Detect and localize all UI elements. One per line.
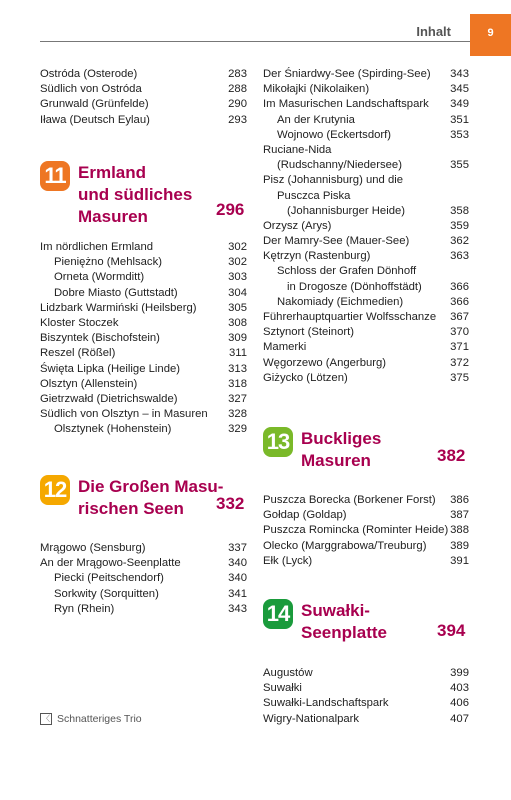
chapter-14-badge: 14 <box>263 599 293 629</box>
toc-entry-title: Lidzbark Warmiński (Heilsberg) <box>40 301 197 314</box>
toc-entry-title: Puszcza Romincka (Rominter Heide) <box>263 524 449 537</box>
toc-entry-title: An der Mrągowo-Seenplatte <box>40 557 181 570</box>
toc-entry-page: 340 <box>228 572 247 585</box>
toc-entry-page: 351 <box>450 113 469 126</box>
toc-entry[interactable] <box>40 67 247 82</box>
toc-left-top <box>40 67 247 128</box>
toc-entry-title: Kloster Stoczek <box>40 316 119 329</box>
toc-entry[interactable] <box>40 362 247 377</box>
toc-entry-title: in Drogosze (Dönhoffstädt) <box>287 280 422 293</box>
toc-entry-page: 288 <box>228 83 247 96</box>
toc-entry[interactable] <box>263 67 469 82</box>
toc-entry-title: Puszcza Borecka (Borkener Forst) <box>263 494 436 506</box>
toc-entry[interactable] <box>263 340 469 355</box>
toc-chapter-12 <box>40 541 247 617</box>
toc-entry-page: 403 <box>450 682 469 695</box>
toc-entry[interactable] <box>263 493 469 508</box>
toc-entry[interactable] <box>40 602 247 617</box>
toc-entry-page: 311 <box>228 347 247 360</box>
toc-entry-title: Mrągowo (Sensburg) <box>40 542 146 554</box>
toc-entry-title: Der Śniardwy-See (Spirding-See) <box>263 68 431 80</box>
toc-entry[interactable] <box>263 523 469 538</box>
footer-label: Schnatteriges Trio <box>57 713 142 725</box>
toc-entry[interactable] <box>263 143 469 158</box>
chapter-12-heading[interactable] <box>40 476 223 520</box>
toc-entry[interactable] <box>263 249 469 264</box>
toc-entry-title: Nakomiady (Eichmedien) <box>277 295 404 308</box>
toc-entry[interactable] <box>40 301 247 316</box>
chapter-14-title: Suwałki- Seenplatte <box>301 601 387 642</box>
chapter-14-heading[interactable] <box>263 600 387 644</box>
toc-entry-page: 340 <box>228 557 247 570</box>
toc-entry-title: Suwałki-Landschaftspark <box>263 697 389 710</box>
toc-entry-page: 362 <box>450 235 469 248</box>
toc-entry-page: 343 <box>450 68 469 80</box>
toc-entry-title: Pusczca Piska <box>277 189 351 202</box>
toc-entry[interactable] <box>263 219 469 234</box>
toc-chapter-14 <box>263 666 469 727</box>
toc-entry-page: 343 <box>228 602 247 615</box>
toc-entry[interactable] <box>40 422 247 437</box>
toc-entry-page: 327 <box>228 392 247 405</box>
toc-entry-title: Mamerki <box>263 341 307 354</box>
toc-entry-page: 355 <box>450 159 469 172</box>
toc-entry-page: 387 <box>450 509 469 522</box>
toc-entry-title: Pieniężno (Mehlsack) <box>54 256 162 269</box>
toc-entry-title: Święta Lipka (Heilige Linde) <box>40 362 181 375</box>
toc-chapter-11 <box>40 240 247 437</box>
toc-entry-title: Sorkwity (Sorquitten) <box>54 587 159 600</box>
chapter-11-badge: 11 <box>40 161 70 191</box>
footer <box>40 713 142 725</box>
toc-entry-page: 302 <box>228 241 247 253</box>
toc-entry-title: Węgorzewo (Angerburg) <box>263 356 387 369</box>
toc-entry-page: 386 <box>450 494 469 506</box>
toc-entry[interactable] <box>263 234 469 249</box>
chapter-13-page: 382 <box>437 446 466 465</box>
toc-entry-page: 391 <box>450 554 469 567</box>
toc-entry[interactable] <box>263 696 469 711</box>
toc-entry-title: Suwałki <box>263 682 302 695</box>
toc-entry-title: Mikołajki (Nikolaiken) <box>263 83 370 96</box>
chapter-11-page: 296 <box>216 200 245 219</box>
toc-entry-page: 363 <box>450 250 469 263</box>
toc-entry-page: 359 <box>450 219 469 232</box>
toc-entry-title: Biszyntek (Bischofstein) <box>40 332 160 345</box>
toc-entry-title: Der Mamry-See (Mauer-See) <box>263 235 410 248</box>
toc-entry-page: 366 <box>450 295 469 308</box>
toc-entry[interactable] <box>263 264 469 279</box>
toc-entry-page: 293 <box>228 113 247 126</box>
toc-entry[interactable] <box>40 240 247 255</box>
toc-entry-page: 375 <box>450 371 469 384</box>
toc-entry-page: 367 <box>450 311 469 323</box>
toc-entry-page: 389 <box>450 539 469 552</box>
toc-entry[interactable] <box>263 128 469 143</box>
toc-entry[interactable] <box>263 539 469 554</box>
toc-entry-page: 308 <box>228 316 247 329</box>
toc-entry-title: Giżycko (Lötzen) <box>263 371 348 384</box>
toc-entry-title: Ruciane-Nida <box>263 143 332 156</box>
chapter-13-badge: 13 <box>263 427 293 457</box>
toc-entry-title: Gietrzwałd (Dietrichswalde) <box>40 392 178 405</box>
toc-entry-page: 303 <box>228 271 247 284</box>
toc-entry-page: 388 <box>450 524 469 537</box>
toc-entry-title: Olsztynek (Hohenstein) <box>54 423 172 436</box>
toc-entry-title: An der Krutynia <box>277 113 355 126</box>
toc-entry-title: Wojnowo (Eckertsdorf) <box>277 128 392 141</box>
toc-entry[interactable] <box>263 97 469 112</box>
chapter-12-page: 332 <box>216 494 245 513</box>
toc-entry[interactable] <box>263 189 469 204</box>
toc-entry[interactable] <box>263 280 469 295</box>
toc-entry[interactable] <box>263 113 469 128</box>
toc-entry-page: 358 <box>450 204 469 217</box>
toc-entry[interactable] <box>263 295 469 310</box>
toc-entry-title: Olsztyn (Allenstein) <box>40 377 138 390</box>
toc-entry-title: Gołdap (Goldap) <box>263 509 347 522</box>
toc-entry-page: 345 <box>450 83 469 96</box>
chapter-11-title: Ermland und südliches Masuren <box>78 163 193 226</box>
toc-entry[interactable] <box>263 356 469 371</box>
toc-entry-title: Orzysz (Arys) <box>263 219 332 232</box>
chapter-14-page: 394 <box>437 621 466 640</box>
toc-entry[interactable] <box>40 316 247 331</box>
toc-entry-title: Führerhauptquartier Wolfsschanze <box>263 311 437 323</box>
toc-entry-page: 309 <box>228 332 247 345</box>
toc-entry[interactable] <box>263 508 469 523</box>
toc-entry[interactable] <box>263 310 469 325</box>
toc-entry[interactable] <box>40 587 247 602</box>
toc-entry-title: Grunwald (Grünfelde) <box>40 98 149 111</box>
toc-entry[interactable] <box>40 407 247 422</box>
toc-entry[interactable] <box>40 541 247 556</box>
toc-entry-title: Wigry-Nationalpark <box>263 712 360 725</box>
toc-entry-title: Reszel (Rößel) <box>40 347 116 360</box>
toc-entry-title: Olecko (Marggrabowa/Treuburg) <box>263 539 427 552</box>
toc-entry-page: 349 <box>450 98 469 111</box>
toc-entry[interactable] <box>263 371 469 386</box>
toc-entry-title: Sztynort (Steinort) <box>263 326 355 339</box>
toc-entry[interactable] <box>263 712 469 727</box>
chapter-11-heading[interactable] <box>40 162 192 228</box>
toc-entry-title: Piecki (Peitschendorf) <box>54 572 164 585</box>
toc-entry[interactable] <box>40 82 247 97</box>
toc-entry-page: 371 <box>450 341 469 354</box>
toc-entry-title: Dobre Miasto (Guttstadt) <box>54 286 178 299</box>
toc-right-top <box>263 67 469 386</box>
toc-entry[interactable] <box>40 346 247 361</box>
toc-entry[interactable] <box>263 173 469 188</box>
toc-entry-page: 399 <box>450 667 469 679</box>
toc-entry[interactable] <box>40 331 247 346</box>
toc-entry[interactable] <box>263 554 469 569</box>
chapter-13-title: Buckliges Masuren <box>301 429 382 470</box>
toc-entry-page: 318 <box>228 377 247 390</box>
toc-entry-page: 370 <box>450 326 469 339</box>
toc-entry-page: 353 <box>450 128 469 141</box>
page-number-tab: 9 <box>470 14 511 56</box>
chapter-12-title: Die Großen Masu- rischen Seen <box>78 477 224 518</box>
toc-entry-page: 305 <box>228 301 247 314</box>
toc-entry[interactable] <box>40 377 247 392</box>
toc-entry[interactable] <box>40 571 247 586</box>
toc-entry-title: Schloss der Grafen Dönhoff <box>277 265 417 278</box>
toc-entry-title: (Rudschanny/Niedersee) <box>277 159 402 172</box>
toc-entry-page: 328 <box>228 408 247 421</box>
toc-entry-title: Augustów <box>263 667 313 679</box>
toc-entry-page: 304 <box>228 286 247 299</box>
toc-entry[interactable] <box>40 556 247 571</box>
toc-entry[interactable] <box>263 681 469 696</box>
toc-entry[interactable] <box>40 270 247 285</box>
toc-entry[interactable] <box>263 666 469 681</box>
toc-entry[interactable] <box>263 325 469 340</box>
chapter-12-badge: 12 <box>40 475 70 505</box>
toc-entry-title: Ełk (Lyck) <box>263 554 313 567</box>
toc-entry[interactable] <box>40 392 247 407</box>
header-rule <box>40 41 511 42</box>
toc-entry[interactable] <box>40 255 247 270</box>
toc-entry-title: Iława (Deutsch Eylau) <box>40 113 150 126</box>
toc-entry-page: 407 <box>450 712 469 725</box>
toc-entry[interactable] <box>40 286 247 301</box>
toc-entry-title: Orneta (Wormditt) <box>54 271 145 284</box>
toc-entry-title: Pisz (Johannisburg) und die <box>263 174 404 187</box>
toc-entry[interactable] <box>40 113 247 128</box>
toc-entry-title: Südlich von Ostróda <box>40 83 142 96</box>
toc-entry-page: 372 <box>450 356 469 369</box>
toc-entry-title: Im Masurischen Landschaftspark <box>263 98 429 111</box>
toc-entry-title: (Johannisburger Heide) <box>287 204 406 217</box>
chapter-13-heading[interactable] <box>263 428 381 472</box>
toc-entry-page: 406 <box>450 697 469 710</box>
toc-chapter-13 <box>263 493 469 569</box>
toc-entry-title: Kętrzyn (Rastenburg) <box>263 250 371 263</box>
page-title: Inhalt <box>416 24 451 39</box>
toc-entry-title: Südlich von Olsztyn – in Masuren <box>40 408 208 421</box>
toc-entry-title: Ryn (Rhein) <box>54 602 115 615</box>
toc-entry-page: 366 <box>450 280 469 293</box>
toc-entry[interactable] <box>40 97 247 112</box>
toc-entry-page: 337 <box>228 542 247 554</box>
toc-entry-page: 341 <box>228 587 247 600</box>
toc-entry[interactable] <box>263 204 469 219</box>
toc-entry[interactable] <box>263 158 469 173</box>
toc-entry-title: Ostróda (Osterode) <box>40 68 138 80</box>
toc-entry-title: Im nördlichen Ermland <box>40 241 154 253</box>
toc-entry-page: 283 <box>228 68 247 80</box>
toc-entry-page: 313 <box>228 362 247 375</box>
toc-entry-page: 329 <box>228 423 247 436</box>
toc-entry-page: 302 <box>228 256 247 269</box>
toc-entry-page: 290 <box>228 98 247 111</box>
chevron-left-icon: 〈 <box>42 714 50 723</box>
toc-entry[interactable] <box>263 82 469 97</box>
